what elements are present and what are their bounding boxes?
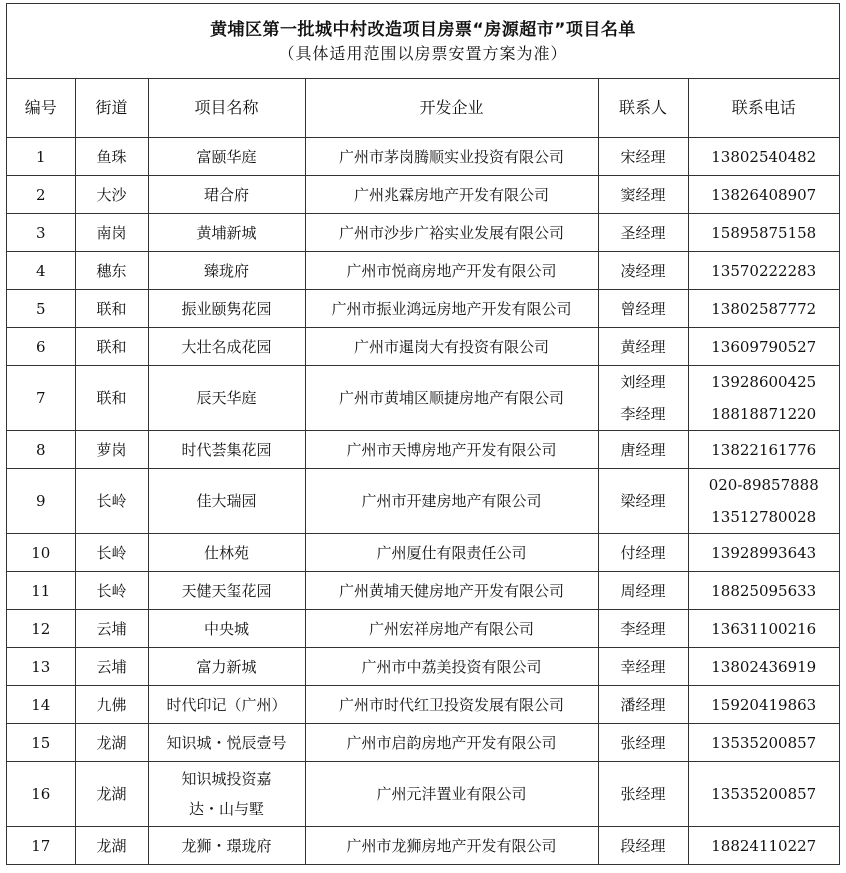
cell-contact-phone	[688, 534, 839, 572]
table-row	[7, 648, 839, 686]
cell-street: 大沙	[75, 176, 148, 214]
cell-developer: 广州市悦商房地产开发有限公司	[305, 252, 598, 290]
cell-developer: 广州市暹岗大有投资有限公司	[305, 328, 598, 366]
cell-street: 云埔	[75, 610, 148, 648]
cell-number: 2	[7, 176, 75, 214]
cell-contact-person-line: 梁经理	[620, 492, 666, 510]
cell-number: 16	[7, 762, 75, 827]
cell-contact-phone-line: 13928600425	[711, 373, 817, 391]
cell-project-name	[148, 176, 305, 214]
cell-project-name	[148, 469, 305, 534]
cell-number: 12	[7, 610, 75, 648]
cell-contact-phone	[688, 138, 839, 176]
cell-developer: 广州市龙狮房地产开发有限公司	[305, 827, 598, 865]
cell-contact-person	[598, 610, 688, 648]
project-list-document	[6, 3, 840, 865]
cell-contact-phone	[688, 724, 839, 762]
table-row	[7, 366, 839, 431]
cell-contact-phone	[688, 686, 839, 724]
cell-contact-person	[598, 176, 688, 214]
cell-project-name-line: 达・山与墅	[188, 800, 264, 818]
column-header-contact: 联系人	[598, 79, 688, 138]
cell-contact-phone-line: 18825095633	[711, 581, 817, 600]
cell-project-name-line: 珺合府	[203, 185, 249, 204]
cell-contact-person-line: 付经理	[620, 543, 666, 562]
cell-project-name	[148, 762, 305, 827]
cell-number: 14	[7, 686, 75, 724]
cell-contact-phone	[688, 827, 839, 865]
cell-street: 萝岗	[75, 431, 148, 469]
cell-project-name-line: 时代荟集花园	[181, 440, 272, 459]
cell-contact-person	[598, 686, 688, 724]
cell-project-name-line: 龙狮・璟珑府	[181, 836, 272, 855]
cell-contact-person-line: 刘经理	[620, 373, 666, 391]
table-row	[7, 762, 839, 827]
cell-contact-phone-line: 13826408907	[711, 185, 817, 204]
cell-project-name	[148, 724, 305, 762]
cell-contact-person	[598, 724, 688, 762]
cell-project-name-line: 知识城投资嘉	[181, 770, 272, 788]
cell-contact-phone	[688, 366, 839, 431]
cell-developer: 广州元沣置业有限公司	[305, 762, 598, 827]
cell-contact-phone-line: 13802540482	[711, 147, 817, 166]
cell-contact-phone-line: 18824110227	[711, 836, 817, 855]
cell-contact-person-line: 潘经理	[620, 695, 666, 714]
cell-number: 13	[7, 648, 75, 686]
cell-street: 九佛	[75, 686, 148, 724]
cell-contact-person-line: 圣经理	[620, 223, 666, 242]
cell-project-name-line: 中央城	[203, 619, 249, 638]
cell-project-name-line: 大壮名成花园	[181, 337, 272, 356]
cell-contact-phone	[688, 469, 839, 534]
cell-contact-phone-line: 13535200857	[711, 785, 817, 803]
cell-project-name-line: 佳大瑞园	[196, 492, 257, 510]
cell-project-name-line: 辰天华庭	[196, 389, 257, 407]
cell-developer: 广州厦仕有限责任公司	[305, 534, 598, 572]
cell-contact-phone-line: 13802587772	[711, 299, 817, 318]
project-table	[7, 79, 839, 864]
cell-contact-phone-line: 020-89857888	[708, 476, 819, 494]
cell-contact-phone-line: 13570222283	[711, 261, 817, 280]
cell-project-name	[148, 328, 305, 366]
cell-contact-phone-line: 13512780028	[711, 508, 817, 526]
cell-number: 7	[7, 366, 75, 431]
cell-contact-phone-line: 13535200857	[711, 733, 817, 752]
cell-contact-phone	[688, 214, 839, 252]
document-subtitle: （具体适用范围以房票安置方案为准）	[278, 44, 568, 63]
cell-developer: 广州市开建房地产有限公司	[305, 469, 598, 534]
table-row	[7, 724, 839, 762]
cell-contact-phone-line: 13822161776	[711, 440, 817, 459]
cell-contact-person	[598, 328, 688, 366]
column-header-number: 编号	[7, 79, 75, 138]
cell-number: 6	[7, 328, 75, 366]
cell-number: 10	[7, 534, 75, 572]
cell-contact-person	[598, 534, 688, 572]
cell-contact-person-line: 曾经理	[620, 299, 666, 318]
cell-number: 4	[7, 252, 75, 290]
table-row	[7, 138, 839, 176]
cell-developer: 广州市黄埔区顺捷房地产有限公司	[305, 366, 598, 431]
cell-contact-person	[598, 366, 688, 431]
cell-contact-phone	[688, 762, 839, 827]
cell-project-name-line: 振业颐隽花园	[181, 299, 272, 318]
cell-number: 9	[7, 469, 75, 534]
cell-contact-person-line: 凌经理	[620, 261, 666, 280]
cell-contact-person	[598, 214, 688, 252]
cell-street: 长岭	[75, 572, 148, 610]
table-row	[7, 469, 839, 534]
table-row	[7, 534, 839, 572]
cell-street: 龙湖	[75, 827, 148, 865]
table-row	[7, 252, 839, 290]
cell-contact-person-line: 唐经理	[620, 440, 666, 459]
cell-number: 8	[7, 431, 75, 469]
cell-street: 长岭	[75, 534, 148, 572]
table-row	[7, 176, 839, 214]
cell-contact-person	[598, 138, 688, 176]
cell-developer: 广州黄埔天健房地产开发有限公司	[305, 572, 598, 610]
cell-street: 云埔	[75, 648, 148, 686]
cell-project-name	[148, 648, 305, 686]
cell-project-name	[148, 252, 305, 290]
cell-contact-phone-line: 13609790527	[711, 337, 817, 356]
cell-contact-person-line: 幸经理	[620, 657, 666, 676]
cell-street: 龙湖	[75, 762, 148, 827]
cell-project-name-line: 黄埔新城	[196, 223, 257, 242]
cell-contact-phone	[688, 328, 839, 366]
cell-contact-phone	[688, 290, 839, 328]
table-row	[7, 431, 839, 469]
cell-contact-person-line: 李经理	[620, 619, 666, 638]
cell-project-name	[148, 827, 305, 865]
cell-developer: 广州兆霖房地产开发有限公司	[305, 176, 598, 214]
cell-developer: 广州市启韵房地产开发有限公司	[305, 724, 598, 762]
cell-contact-phone	[688, 176, 839, 214]
cell-street: 联和	[75, 290, 148, 328]
cell-contact-person	[598, 469, 688, 534]
cell-project-name-line: 时代印记（广州）	[166, 695, 287, 714]
cell-project-name	[148, 686, 305, 724]
cell-contact-person-line: 宋经理	[620, 147, 666, 166]
cell-project-name	[148, 138, 305, 176]
cell-developer: 广州市茅岗腾顺实业投资有限公司	[305, 138, 598, 176]
cell-contact-person-line: 张经理	[620, 785, 666, 803]
title-block	[7, 4, 839, 79]
cell-contact-phone	[688, 610, 839, 648]
cell-developer: 广州市中荔美投资有限公司	[305, 648, 598, 686]
cell-project-name	[148, 366, 305, 431]
cell-contact-phone-line: 18818871220	[711, 405, 817, 423]
cell-contact-phone-line: 13631100216	[711, 619, 817, 638]
table-row	[7, 686, 839, 724]
table-row	[7, 328, 839, 366]
cell-contact-phone	[688, 252, 839, 290]
cell-project-name	[148, 534, 305, 572]
cell-project-name-line: 仕林苑	[203, 543, 249, 562]
cell-project-name	[148, 290, 305, 328]
column-header-street: 街道	[75, 79, 148, 138]
table-row	[7, 290, 839, 328]
cell-project-name-line: 天健天玺花园	[181, 581, 272, 600]
table-body	[7, 138, 839, 865]
cell-number: 1	[7, 138, 75, 176]
cell-project-name	[148, 610, 305, 648]
cell-street: 龙湖	[75, 724, 148, 762]
cell-contact-person	[598, 827, 688, 865]
cell-contact-person-line: 段经理	[620, 836, 666, 855]
cell-contact-person	[598, 431, 688, 469]
table-row	[7, 610, 839, 648]
cell-contact-person	[598, 648, 688, 686]
cell-contact-phone	[688, 431, 839, 469]
cell-project-name-line: 臻珑府	[203, 261, 249, 280]
cell-project-name-line: 知识城・悦辰壹号	[166, 733, 287, 752]
cell-number: 5	[7, 290, 75, 328]
cell-developer: 广州宏祥房地产有限公司	[305, 610, 598, 648]
cell-number: 15	[7, 724, 75, 762]
cell-contact-phone	[688, 648, 839, 686]
table-header-row	[7, 79, 839, 138]
table-row	[7, 572, 839, 610]
cell-contact-person-line: 张经理	[620, 733, 666, 752]
cell-developer: 广州市振业鸿远房地产开发有限公司	[305, 290, 598, 328]
column-header-developer: 开发企业	[305, 79, 598, 138]
cell-contact-person-line: 李经理	[620, 405, 666, 423]
cell-contact-phone-line: 15895875158	[711, 223, 817, 242]
cell-street: 联和	[75, 328, 148, 366]
cell-project-name-line: 富颐华庭	[196, 147, 257, 166]
cell-project-name	[148, 572, 305, 610]
cell-developer: 广州市天博房地产开发有限公司	[305, 431, 598, 469]
cell-contact-person	[598, 252, 688, 290]
column-header-project: 项目名称	[148, 79, 305, 138]
table-row	[7, 827, 839, 865]
cell-project-name	[148, 431, 305, 469]
cell-contact-person	[598, 762, 688, 827]
cell-number: 3	[7, 214, 75, 252]
cell-project-name	[148, 214, 305, 252]
cell-contact-phone-line: 13928993643	[711, 543, 817, 562]
cell-street: 长岭	[75, 469, 148, 534]
cell-contact-person-line: 周经理	[620, 581, 666, 600]
cell-contact-person	[598, 572, 688, 610]
cell-number: 17	[7, 827, 75, 865]
cell-number: 11	[7, 572, 75, 610]
cell-street: 穗东	[75, 252, 148, 290]
cell-contact-person-line: 黄经理	[620, 337, 666, 356]
column-header-phone: 联系电话	[688, 79, 839, 138]
cell-contact-phone	[688, 572, 839, 610]
cell-project-name-line: 富力新城	[196, 657, 257, 676]
cell-contact-person	[598, 290, 688, 328]
cell-contact-phone-line: 13802436919	[711, 657, 817, 676]
cell-contact-person-line: 窦经理	[620, 185, 666, 204]
cell-contact-phone-line: 15920419863	[711, 695, 817, 714]
table-row	[7, 214, 839, 252]
cell-street: 鱼珠	[75, 138, 148, 176]
cell-developer: 广州市沙步广裕实业发展有限公司	[305, 214, 598, 252]
cell-developer: 广州市时代红卫投资发展有限公司	[305, 686, 598, 724]
cell-street: 南岗	[75, 214, 148, 252]
cell-street: 联和	[75, 366, 148, 431]
document-title: 黄埔区第一批城中村改造项目房票“房源超市”项目名单	[210, 20, 636, 40]
